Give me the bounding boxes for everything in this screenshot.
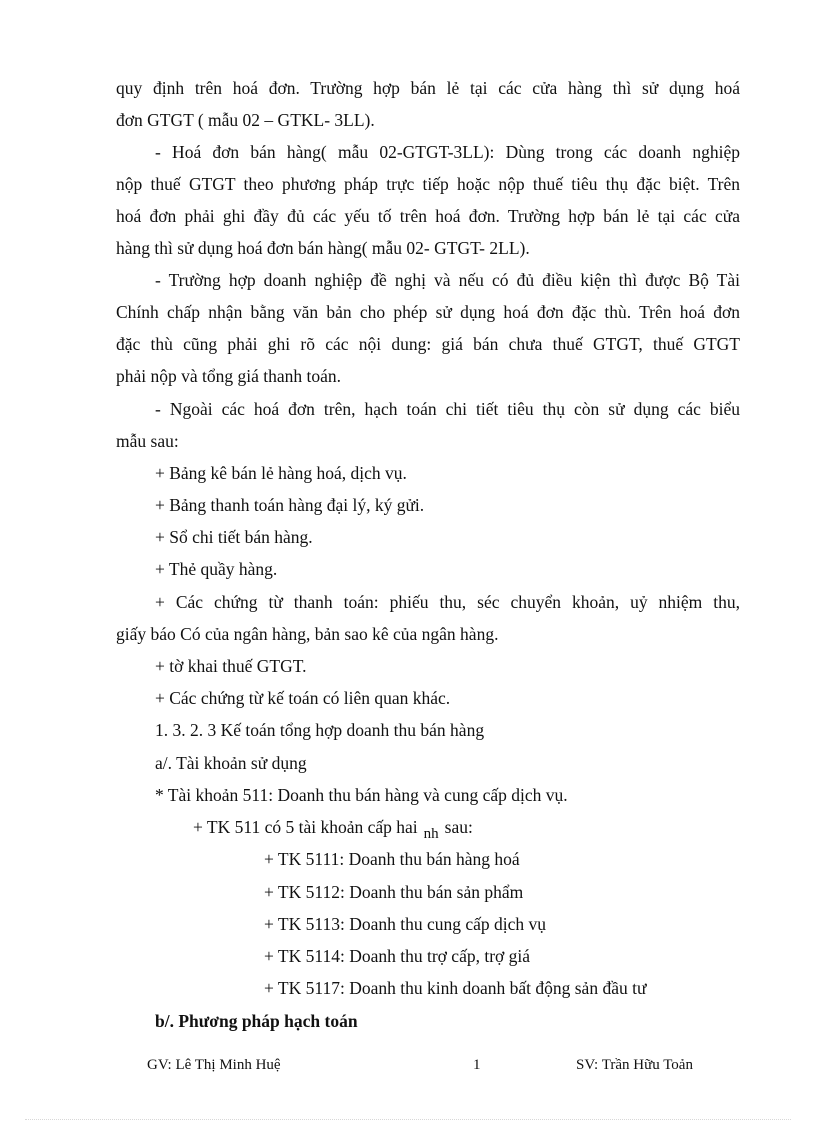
paragraph-line: - Trường hợp doanh nghiệp đề nghị và nếu có đủ điều kiện thì được Bộ Tài — [155, 270, 740, 290]
account-intro-text: + TK 511 có 5 tài khoản cấp hai — [193, 817, 418, 837]
paragraph-line: hàng thì sử dụng hoá đơn bán hàng( mẫu 02- GTGT- 2LL). — [116, 238, 530, 258]
paragraph-line: phải nộp và tổng giá thanh toán. — [116, 366, 342, 386]
account-intro-suffix: sau: — [444, 817, 473, 837]
list-item: + Sổ chi tiết bán hàng. — [155, 527, 313, 547]
footer-page-number: 1 — [473, 1057, 481, 1073]
stray-text-fragment: nh — [423, 826, 439, 842]
footer-student: SV: Trần Hữu Toản — [576, 1057, 693, 1073]
paragraph-line: nộp thuế GTGT theo phương pháp trực tiếp hoặc nộp thuế tiêu thụ đặc biệt. Trên — [116, 174, 740, 194]
account-title: * Tài khoản 511: Doanh thu bán hàng và cung cấp dịch vụ. — [155, 785, 568, 805]
subsection-heading-bold: b/. Phương pháp hạch toán — [155, 1011, 358, 1031]
list-item-continuation: giấy báo Có của ngân hàng, bản sao kê của ngân hàng. — [116, 624, 499, 644]
footer-teacher: GV: Lê Thị Minh Huệ — [147, 1057, 281, 1073]
paragraph-line: đơn GTGT ( mẫu 02 – GTKL- 3LL). — [116, 110, 375, 130]
list-item: + Thẻ quầy hàng. — [155, 559, 278, 579]
list-item: + tờ khai thuế GTGT. — [155, 656, 307, 676]
paragraph-line: đặc thù cũng phải ghi rõ các nội dung: giá bán chưa thuế GTGT, thuế GTGT — [116, 334, 740, 354]
sub-account-item: + TK 5113: Doanh thu cung cấp dịch vụ — [264, 914, 547, 934]
sub-account-item: + TK 5112: Doanh thu bán sản phẩm — [264, 882, 524, 902]
list-item: + Các chứng từ kế toán có liên quan khác. — [155, 688, 451, 708]
page-bottom-divider — [25, 1119, 791, 1120]
sub-account-item: + TK 5111: Doanh thu bán hàng hoá — [264, 849, 520, 869]
paragraph-line: Chính chấp nhận bằng văn bản cho phép sử dụng hoá đơn đặc thù. Trên hoá đơn — [116, 302, 740, 322]
list-item: + Bảng kê bán lẻ hàng hoá, dịch vụ. — [155, 463, 407, 483]
paragraph-line: quy định trên hoá đơn. Trường hợp bán lẻ tại các cửa hàng thì sử dụng hoá — [116, 78, 740, 98]
paragraph-line: - Hoá đơn bán hàng( mẫu 02-GTGT-3LL): Dùng trong các doanh nghiệp — [155, 142, 740, 162]
subsection-heading: a/. Tài khoản sử dụng — [155, 753, 307, 773]
sub-account-item: + TK 5117: Doanh thu kinh doanh bất động sản đầu tư — [264, 978, 647, 998]
page-footer — [0, 1057, 816, 1077]
paragraph-line: hoá đơn phải ghi đầy đủ các yếu tố trên hoá đơn. Trường hợp bán lẻ tại các cửa — [116, 206, 740, 226]
account-intro-line — [193, 816, 740, 840]
list-item: + Bảng thanh toán hàng đại lý, ký gửi. — [155, 495, 425, 515]
section-heading: 1. 3. 2. 3 Kế toán tổng hợp doanh thu bán hàng — [155, 720, 485, 740]
list-item: + Các chứng từ thanh toán: phiếu thu, séc chuyển khoản, uỷ nhiệm thu, — [155, 592, 740, 612]
paragraph-line: - Ngoài các hoá đơn trên, hạch toán chi tiết tiêu thụ còn sử dụng các biểu — [155, 399, 740, 419]
paragraph-line: mẫu sau: — [116, 431, 179, 451]
sub-account-item: + TK 5114: Doanh thu trợ cấp, trợ giá — [264, 946, 531, 966]
